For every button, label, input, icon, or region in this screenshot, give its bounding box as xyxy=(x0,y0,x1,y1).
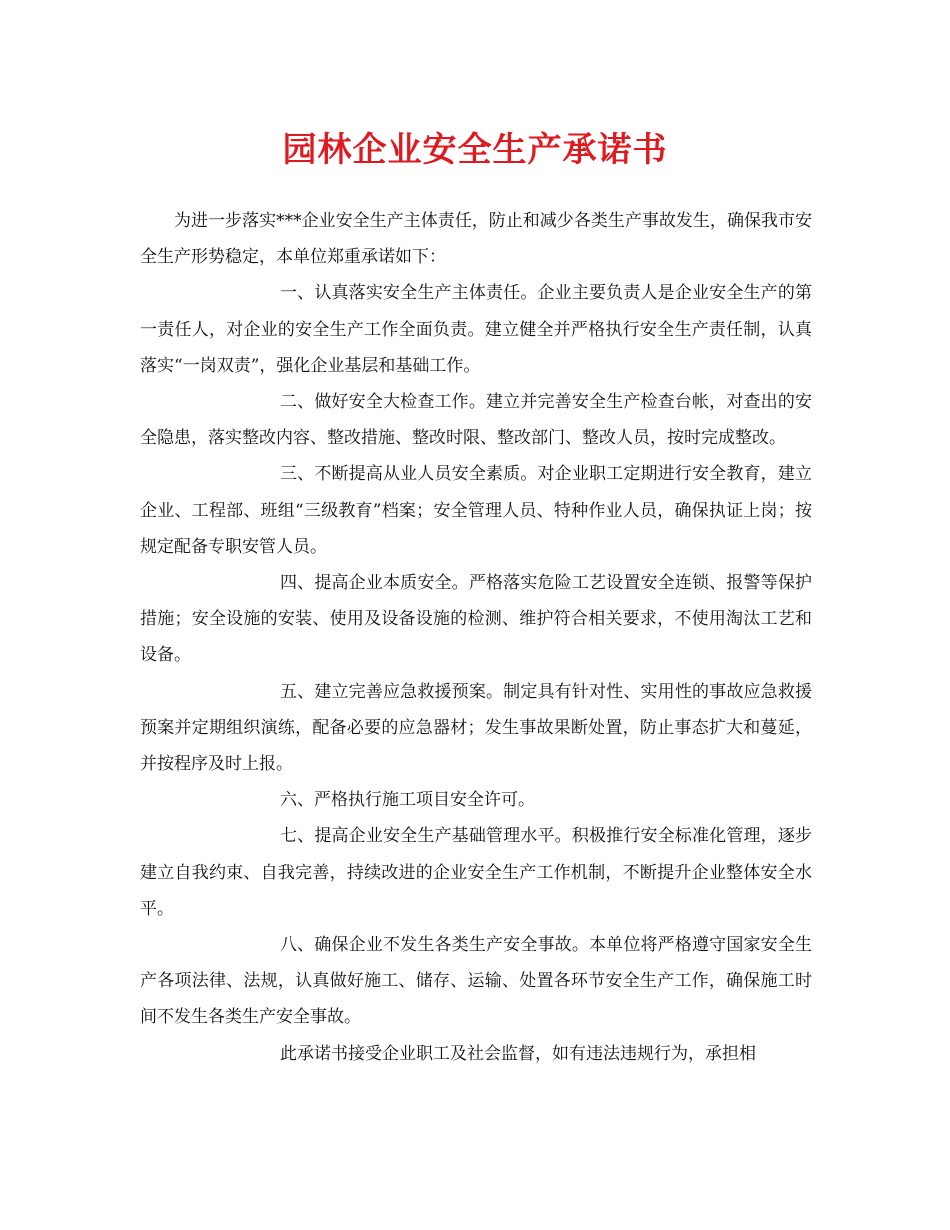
commitment-item-8: 八、确保企业不发生各类生产安全事故。本单位将严格遵守国家安全生产各项法律、法规，认真做好施工、储存、运输、处置各环节安全生产工作，确保施工时间不发生各类生产安全事故。 xyxy=(140,935,812,1028)
document-title: 园林企业安全生产承诺书 xyxy=(282,130,668,170)
commitment-item-4: 四、提高企业本质安全。严格落实危险工艺设置安全连锁、报警等保护措施；安全设施的安装、使用及设备设施的检测、维护符合相关要求，不使用淘汰工艺和设备。 xyxy=(140,573,812,666)
commitment-item-6: 六、严格执行施工项目安全许可。 xyxy=(280,790,535,811)
commitment-item-2: 二、做好安全大检查工作。建立并完善安全生产检查台帐，对查出的安全隐患，落实整改内容、整改措施、整改时限、整改部门、整改人员，按时完成整改。 xyxy=(140,392,812,449)
commitment-item-7: 七、提高企业安全生产基础管理水平。积极推行安全标准化管理，逐步建立自我约束、自我完善，持续改进的企业安全生产工作机制，不断提升企业整体安全水平。 xyxy=(140,826,812,919)
commitment-item-5: 五、建立完善应急救援预案。制定具有针对性、实用性的事故应急救援预案并定期组织演练，配备必要的应急器材；发生事故果断处置，防止事态扩大和蔓延，并按程序及时上报。 xyxy=(140,681,812,775)
commitment-item-1: 一、认真落实安全生产主体责任。企业主要负责人是企业安全生产的第一责任人，对企业的安全生产工作全面负责。建立健全并严格执行安全生产责任制，认真落实“一岗双责”，强化企业基层和基础工作。 xyxy=(140,283,812,376)
commitment-item-3: 三、不断提高从业人员安全素质。对企业职工定期进行安全教育，建立企业、工程部、班组“三级教育”档案；安全管理人员、特种作业人员，确保执证上岗；按规定配备专职安管人员。 xyxy=(140,464,812,557)
closing-paragraph: 此承诺书接受企业职工及社会监督，如有违法违规行为，承担相 xyxy=(280,1043,756,1064)
intro-paragraph: 为进一步落实***企业安全生产主体责任，防止和减少各类生产事故发生，确保我市安全生产形势稳定，本单位郑重承诺如下： xyxy=(140,211,812,268)
document-body xyxy=(140,203,812,1072)
